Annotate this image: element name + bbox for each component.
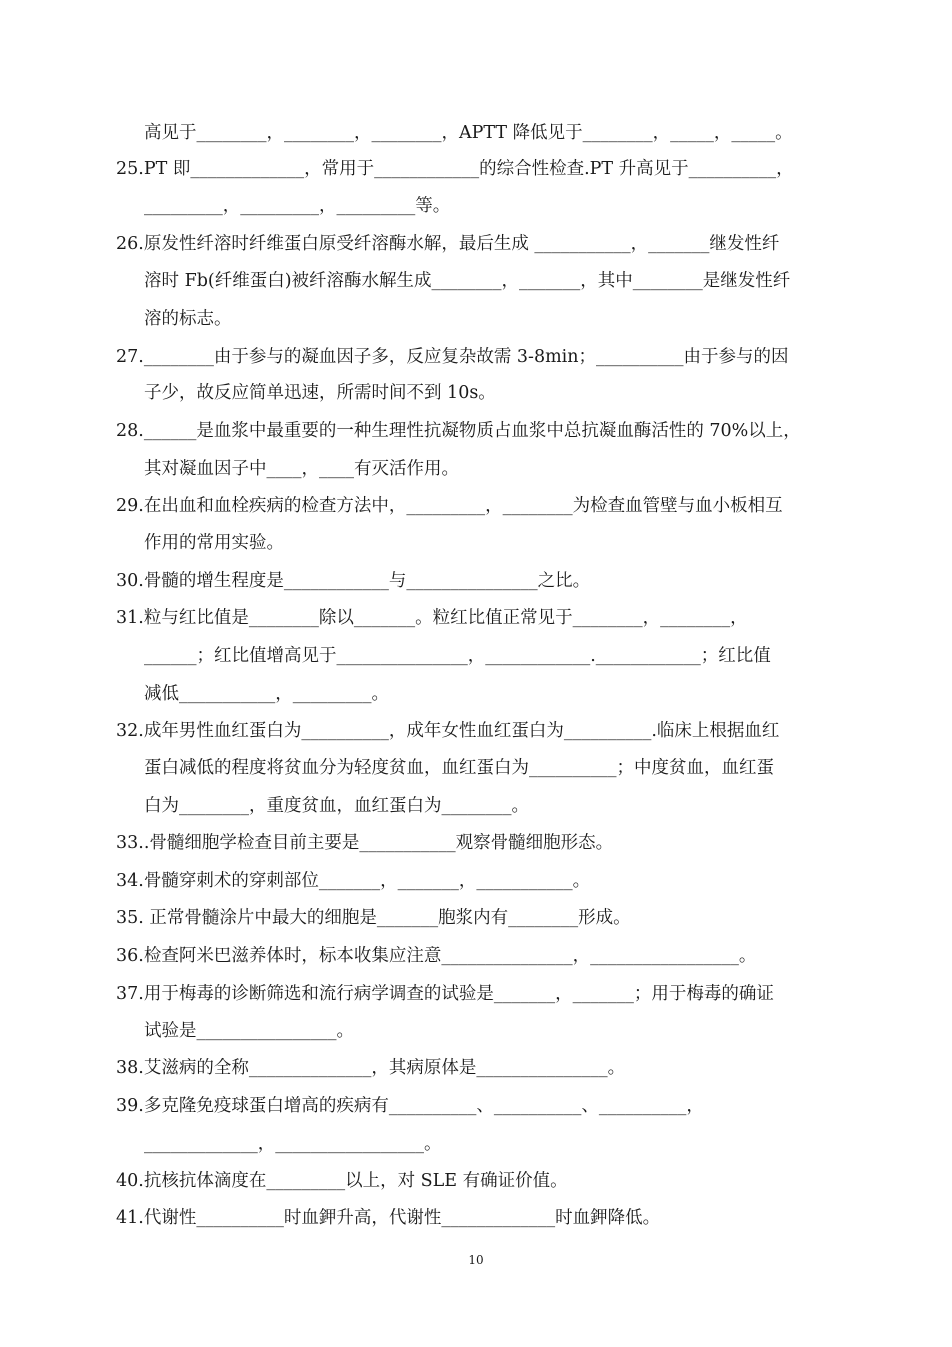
question-33: 33..骨髓细胞学检查目前主要是___________观察骨髓细胞形态。 (116, 833, 614, 853)
question-37: 37.用于梅毒的诊断筛选和流行病学调查的试验是_______，_______；用于梅毒的确证 (116, 984, 774, 1004)
text-line: 溶时 Fb(纤维蛋白)被纤溶酶水解生成________，_______，其中________是继发性纤 (144, 271, 791, 291)
question-39: 39.多克隆免疫球蛋白增高的疾病有__________、__________、__________， (116, 1096, 704, 1116)
question-40: 40.抗核抗体滴度在_________以上，对 SLE 有确证价值。 (116, 1171, 568, 1191)
text-line: ______；红比值增高见于_______________，____________.____________；红比值 (144, 646, 771, 666)
question-26: 26.原发性纤溶时纤维蛋白原受纤溶酶水解，最后生成 ___________，_______继发性纤 (116, 234, 780, 254)
question-35: 35. 正常骨髓涂片中最大的细胞是_______胞浆内有________形成。 (116, 908, 631, 928)
text-line: _________，_________，_________等。 (144, 196, 451, 216)
text-line: 高见于________，________，________，APTT 降低见于________，_____，_____。 (144, 123, 793, 143)
question-41: 41.代谢性__________时血鉀升高，代谢性_____________时血鉀降低。 (116, 1208, 661, 1228)
text-line: 作用的常用实验。 (144, 533, 284, 553)
question-36: 36.检查阿米巴滋养体时，标本收集应注意_______________，_________________。 (116, 946, 757, 966)
text-line: 子少，故反应简单迅速，所需时间不到 10s。 (144, 383, 496, 403)
text-line: 白为________，重度贫血，血红蛋白为________。 (144, 796, 529, 816)
text-line: 减低___________，_________。 (144, 684, 389, 704)
text-line: 溶的标志。 (144, 309, 232, 329)
question-31: 31.粒与红比值是________除以_______。粒红比值正常见于________，________， (116, 608, 748, 628)
text-line: 蛋白减低的程度将贫血分为轻度贫血，血红蛋白为__________；中度贫血，血红蛋 (144, 758, 774, 778)
question-27: 27.________由于参与的凝血因子多，反应复杂故需 3-8min；__________由于参与的因 (116, 347, 789, 367)
question-34: 34.骨髓穿刺术的穿刺部位_______，_______，___________。 (116, 871, 591, 891)
text-line: _____________，_________________。 (144, 1134, 442, 1154)
text-line: 试验是________________。 (144, 1021, 354, 1041)
question-29: 29.在出血和血栓疾病的检查方法中，_________，________为检查血管壁与血小板相互 (116, 496, 783, 516)
question-30: 30.骨髓的增生程度是____________与_______________之比。 (116, 571, 591, 591)
page-number: 10 (468, 1253, 484, 1267)
question-25: 25.PT 即_____________，常用于____________的综合性检查.PT 升高见于__________， (116, 159, 794, 179)
question-38: 38.艾滋病的全称______________，其病原体是_______________。 (116, 1058, 626, 1078)
text-line: 其对凝血因子中____，____有灭活作用。 (144, 459, 459, 479)
question-28: 28.______是血浆中最重要的一种生理性抗凝物质占血浆中总抗凝血酶活性的 70%以上， (116, 421, 801, 441)
question-32: 32.成年男性血红蛋白为__________，成年女性血红蛋白为__________.临床上根据血红 (116, 721, 780, 741)
